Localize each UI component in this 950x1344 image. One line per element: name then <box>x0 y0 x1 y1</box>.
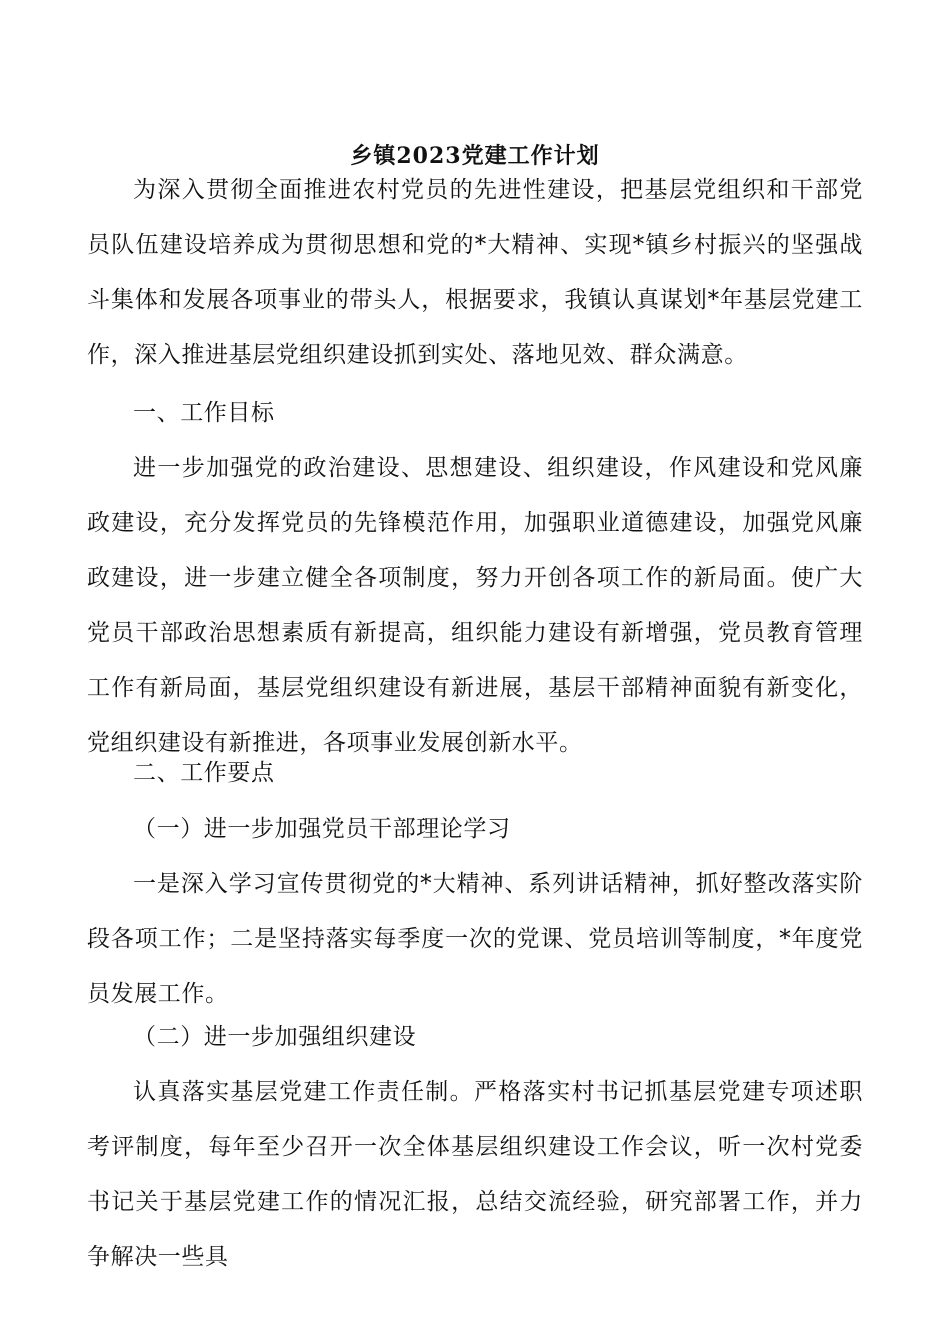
theory-study-paragraph: 一是深入学习宣传贯彻党的*大精神、系列讲话精神，抓好整改落实阶段各项工作；二是坚持落实每季度一次的党课、党员培训等制度，*年度党员发展工作。 <box>87 871 863 1007</box>
section-heading-goals: 一、工作目标 <box>133 400 275 426</box>
organization-paragraph: 认真落实基层党建工作责任制。严格落实村书记抓基层党建专项述职考评制度，每年至少召开一次全体基层组织建设工作会议，听一次村党委书记关于基层党建工作的情况汇报，总结交流经验，研究部署工作，并力争解决一些具 <box>87 1079 863 1270</box>
subsection-heading-organization: （二）进一步加强组织建设 <box>133 1024 417 1050</box>
intro-paragraph: 为深入贯彻全面推进农村党员的先进性建设，把基层党组织和干部党员队伍建设培养成为贯彻思想和党的*大精神、实现*镇乡村振兴的坚强战斗集体和发展各项事业的带头人，根据要求，我镇认真谋划*年基层党建工作，深入推进基层党组织建设抓到实处、落地见效、群众满意。 <box>87 177 863 368</box>
subsection-heading-theory-study: （一）进一步加强党员干部理论学习 <box>133 816 511 842</box>
goals-paragraph: 进一步加强党的政治建设、思想建设、组织建设，作风建设和党风廉政建设，充分发挥党员的先锋模范作用，加强职业道德建设，加强党风廉政建设，进一步建立健全各项制度，努力开创各项工作的新局面。使广大党员干部政治思想素质有新提高，组织能力建设有新增强，党员教育管理工作有新局面，基层党组织建设有新进展，基层干部精神面貌有新变化，党组织建设有新推进，各项事业发展创新水平。 <box>87 455 863 756</box>
section-heading-key-points: 二、工作要点 <box>133 760 275 786</box>
document-title: 乡镇2023党建工作计划 <box>350 143 600 169</box>
